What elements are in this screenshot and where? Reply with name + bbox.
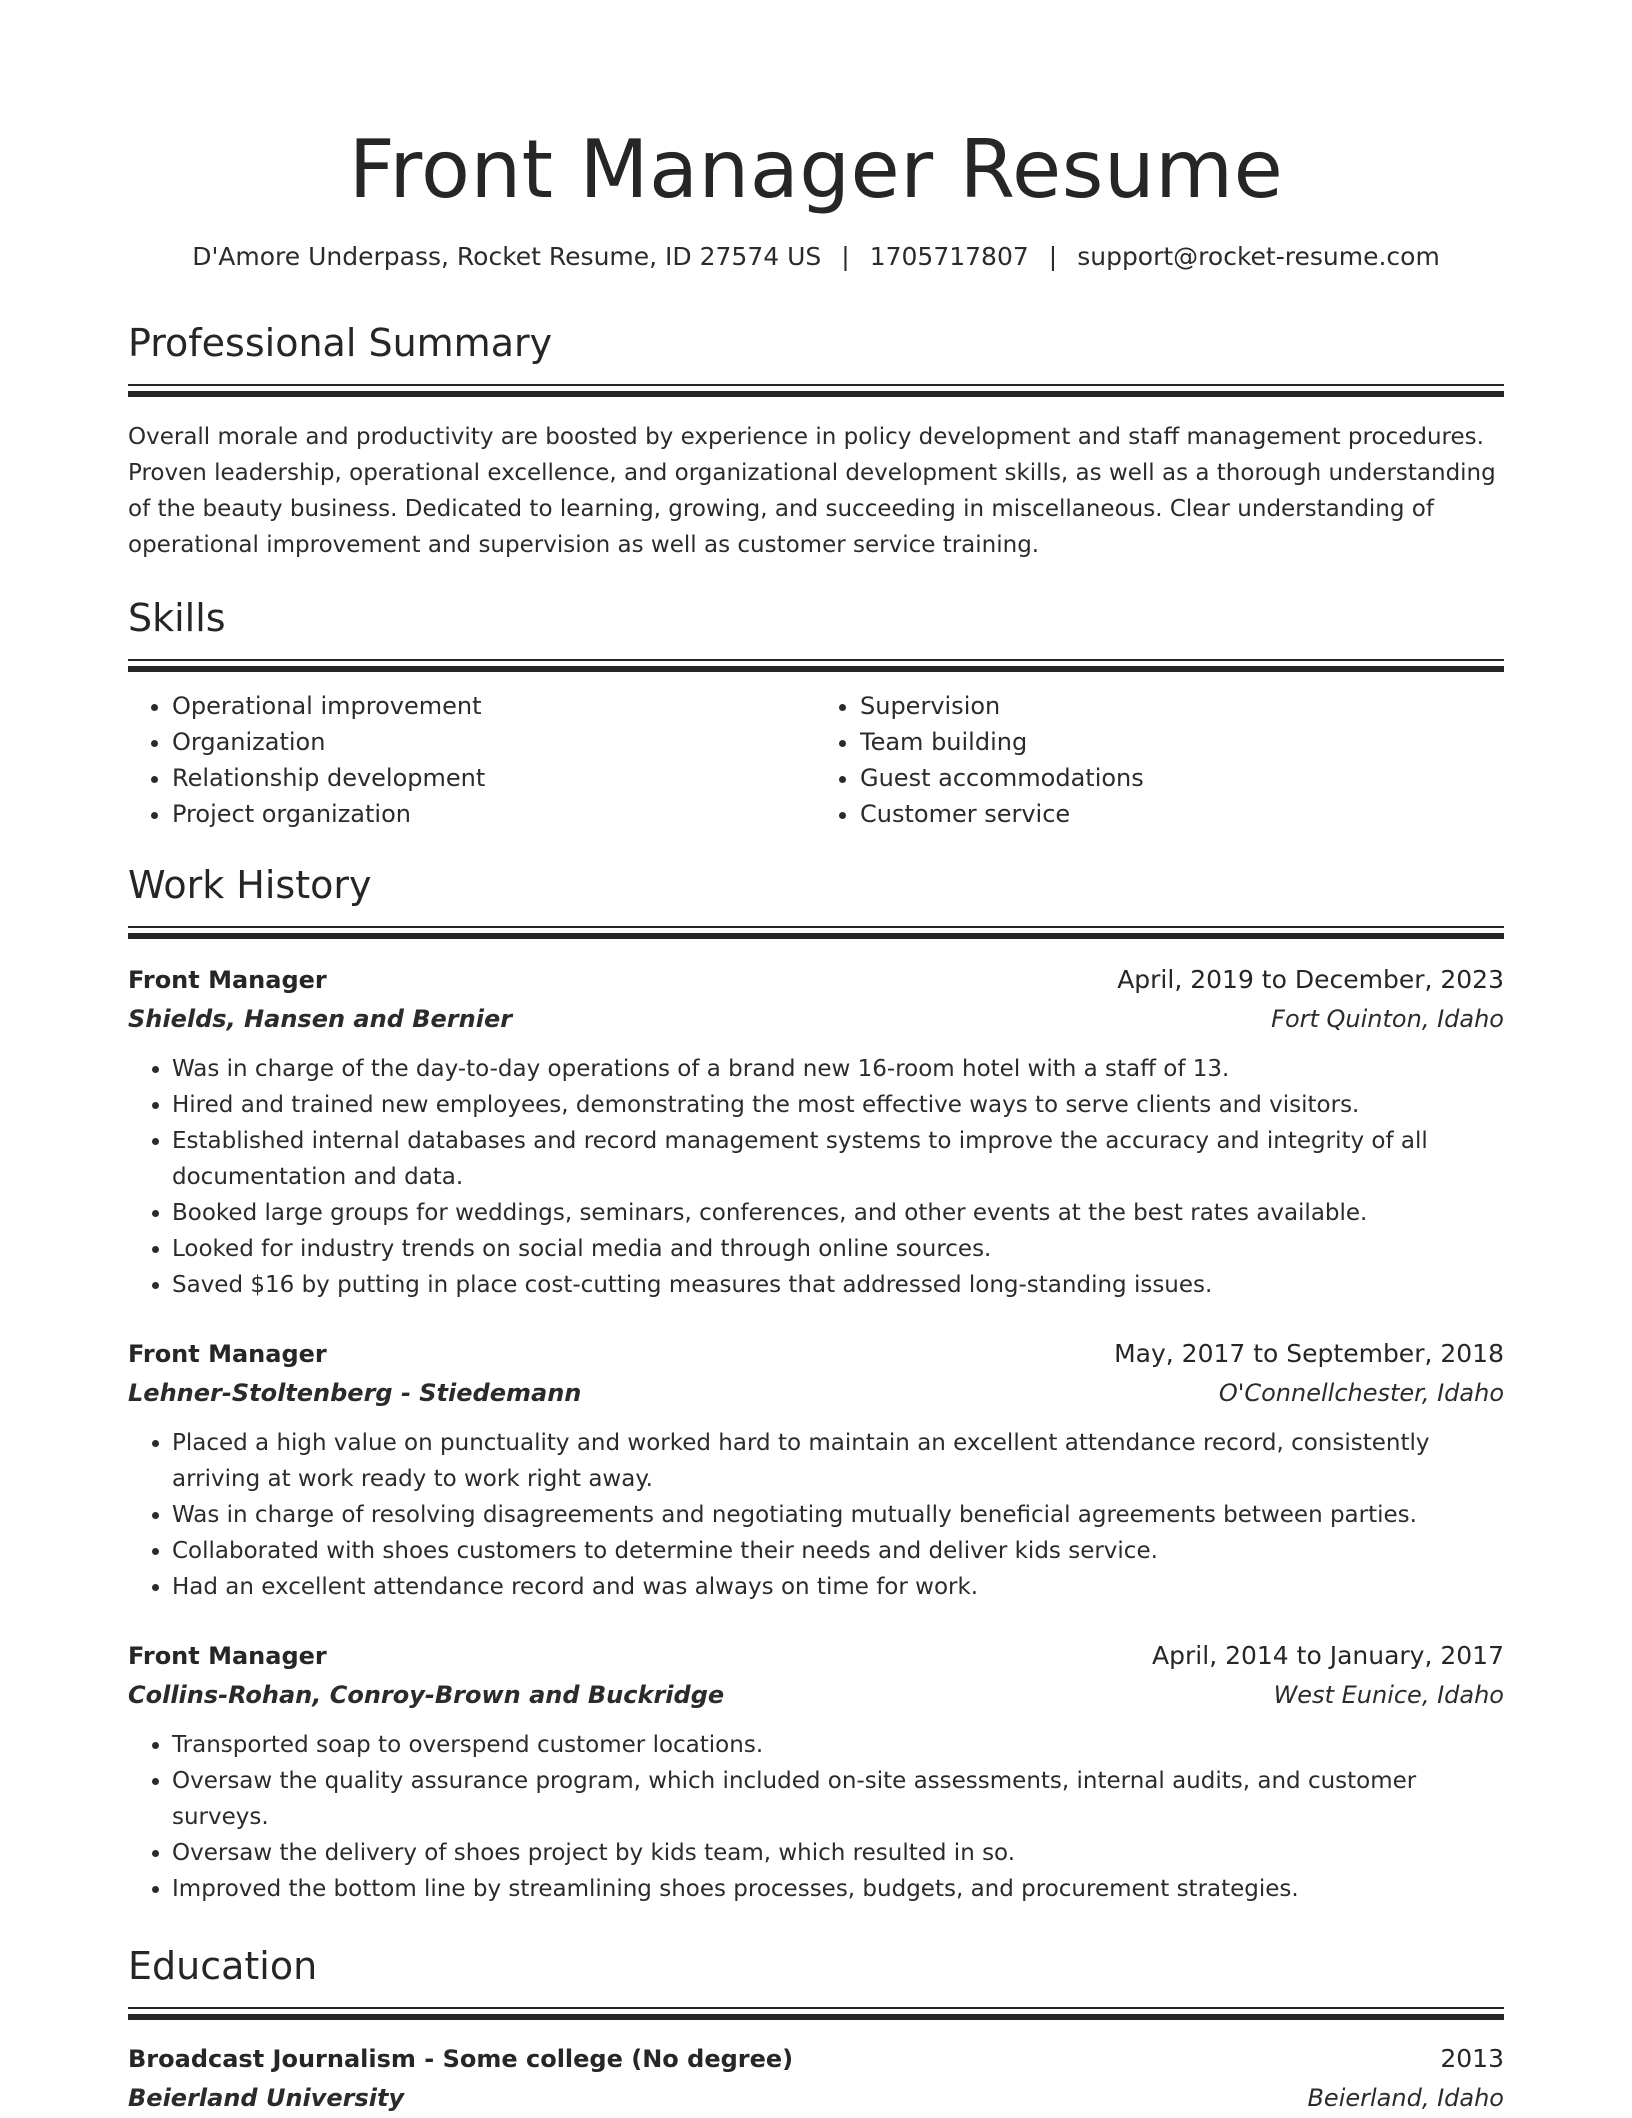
job-bullet: • Improved the bottom line by streamlining shoes processes, budgets, and procurement strategies. bbox=[172, 1871, 1504, 1907]
job-bullet: • Collaborated with shoes customers to determine their needs and deliver kids service. bbox=[172, 1533, 1504, 1569]
education-year: 2013 bbox=[1440, 2044, 1504, 2073]
skills-list bbox=[128, 688, 1504, 832]
job-title-row bbox=[128, 961, 1504, 999]
education-heading: Education bbox=[128, 1944, 318, 1988]
job-bullet: • Placed a high value on punctuality and worked hard to maintain an excellent attendance record, consistently arriving at work ready to work right away. bbox=[172, 1425, 1504, 1497]
job-location: O'Connellchester, Idaho bbox=[1218, 1379, 1504, 1407]
skills-section bbox=[128, 593, 1504, 832]
job-entry bbox=[128, 961, 1504, 1303]
job-title: Front Manager bbox=[128, 1340, 327, 1368]
education-degree: Broadcast Journalism - Some college (No degree) bbox=[128, 2045, 794, 2073]
contact-address: D'Amore Underpass, Rocket Resume, ID 27574 US bbox=[192, 242, 822, 271]
job-dates: April, 2014 to January, 2017 bbox=[1152, 1641, 1504, 1670]
contact-email: support@rocket-resume.com bbox=[1077, 242, 1440, 271]
section-divider bbox=[128, 2007, 1504, 2020]
job-bullet: • Established internal databases and record management systems to improve the accuracy and integrity of all documentation and data. bbox=[172, 1123, 1504, 1195]
job-location: Fort Quinton, Idaho bbox=[1271, 1005, 1504, 1033]
skill-item: • Relationship development bbox=[172, 760, 816, 796]
section-divider bbox=[128, 926, 1504, 939]
section-divider bbox=[128, 659, 1504, 672]
summary-section bbox=[128, 318, 1504, 563]
section-divider bbox=[128, 384, 1504, 397]
skill-item: • Guest accommodations bbox=[860, 760, 1504, 796]
job-bullet: • Oversaw the quality assurance program, which included on-site assessments, internal audits, and customer surveys. bbox=[172, 1763, 1504, 1835]
skill-item: • Team building bbox=[860, 724, 1504, 760]
contact-separator: | bbox=[1048, 242, 1058, 271]
job-bullet: • Was in charge of resolving disagreements and negotiating mutually beneficial agreements between parties. bbox=[172, 1497, 1504, 1533]
job-bullet: • Was in charge of the day-to-day operations of a brand new 16-room hotel with a staff of 13. bbox=[172, 1051, 1504, 1087]
job-bullet: • Oversaw the delivery of shoes project by kids team, which resulted in so. bbox=[172, 1835, 1504, 1871]
skill-item: • Operational improvement bbox=[172, 688, 816, 724]
skills-heading: Skills bbox=[128, 596, 226, 640]
education-school-row bbox=[128, 2078, 1504, 2118]
job-company: Shields, Hansen and Bernier bbox=[128, 1005, 513, 1033]
work-history-heading: Work History bbox=[128, 863, 372, 907]
skill-item: • Customer service bbox=[860, 796, 1504, 832]
contact-line bbox=[128, 240, 1504, 274]
job-bullet: • Had an excellent attendance record and was always on time for work. bbox=[172, 1569, 1504, 1605]
education-school: Beierland University bbox=[128, 2084, 405, 2112]
job-entry bbox=[128, 1335, 1504, 1605]
job-entry bbox=[128, 1637, 1504, 1907]
skill-item: • Organization bbox=[172, 724, 816, 760]
job-dates: April, 2019 to December, 2023 bbox=[1117, 965, 1504, 994]
job-company-row bbox=[128, 1675, 1504, 1715]
summary-heading: Professional Summary bbox=[128, 321, 553, 365]
resume-title: Front Manager Resume bbox=[348, 123, 1284, 216]
education-entry bbox=[128, 2040, 1504, 2118]
job-bullets bbox=[128, 1727, 1504, 1907]
job-bullet: • Hired and trained new employees, demonstrating the most effective ways to serve clients and visitors. bbox=[172, 1087, 1504, 1123]
contact-phone: 1705717807 bbox=[869, 242, 1029, 271]
job-company: Collins-Rohan, Conroy-Brown and Buckridge bbox=[128, 1681, 725, 1709]
education-section bbox=[128, 1941, 1504, 2118]
job-bullet: • Transported soap to overspend customer locations. bbox=[172, 1727, 1504, 1763]
contact-separator: | bbox=[841, 242, 850, 271]
job-title-row bbox=[128, 1335, 1504, 1373]
skill-item: • Supervision bbox=[860, 688, 1504, 724]
education-degree-row bbox=[128, 2040, 1504, 2078]
job-bullet: • Saved $16 by putting in place cost-cutting measures that addressed long-standing issues. bbox=[172, 1267, 1504, 1303]
job-company-row bbox=[128, 999, 1504, 1039]
job-title: Front Manager bbox=[128, 966, 327, 994]
skills-column-right bbox=[816, 688, 1504, 832]
skills-column-left bbox=[128, 688, 816, 832]
skill-item: • Project organization bbox=[172, 796, 816, 832]
job-company-row bbox=[128, 1373, 1504, 1413]
summary-text: Overall morale and productivity are boosted by experience in policy development and staff management procedures. Proven leadership, operational excellence, and organizational development skills, as well as a thorough understanding of the beauty business. Dedicated to learning, growing, and succeeding in miscellaneous. Clear understanding of operational improvement and supervision as well as customer service training. bbox=[128, 424, 1496, 558]
job-company: Lehner-Stoltenberg - Stiedemann bbox=[128, 1379, 582, 1407]
job-bullet: • Booked large groups for weddings, seminars, conferences, and other events at the best rates available. bbox=[172, 1195, 1504, 1231]
job-title: Front Manager bbox=[128, 1642, 327, 1670]
job-dates: May, 2017 to September, 2018 bbox=[1114, 1339, 1504, 1368]
job-title-row bbox=[128, 1637, 1504, 1675]
work-history-section bbox=[128, 860, 1504, 1907]
job-bullets bbox=[128, 1051, 1504, 1303]
job-bullet: • Looked for industry trends on social media and through online sources. bbox=[172, 1231, 1504, 1267]
education-location: Beierland, Idaho bbox=[1307, 2084, 1504, 2112]
job-location: West Eunice, Idaho bbox=[1273, 1681, 1504, 1709]
job-bullets bbox=[128, 1425, 1504, 1605]
